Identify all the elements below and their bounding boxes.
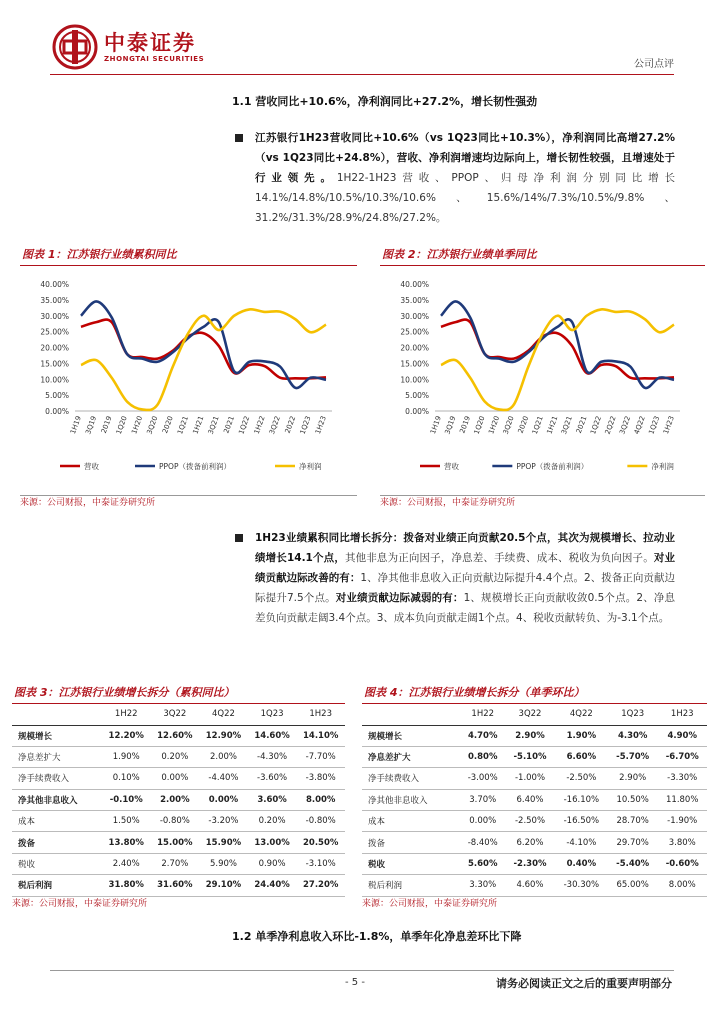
x-tick-label: 1H23 (661, 414, 676, 436)
x-tick-label: 1Q22 (237, 414, 252, 436)
table-row (12, 746, 345, 767)
table-cell: 28.70% (608, 811, 658, 832)
table-cell: 1.90% (102, 746, 151, 767)
bullet-paragraph-1 (255, 128, 675, 228)
bullet-2-part5: 对业绩贡献边际减弱的有： (335, 592, 464, 604)
table-cell: 29.70% (608, 832, 658, 853)
table-cell: -0.60% (657, 853, 707, 874)
table-cell: -30.30% (555, 875, 608, 896)
table-row (12, 875, 345, 896)
table-cell: -2.30% (505, 853, 555, 874)
table-cell: -3.00% (460, 768, 505, 789)
table-cell: 0.80% (460, 746, 505, 767)
row-label: 税收 (12, 853, 102, 874)
x-tick-label: 4Q22 (632, 414, 647, 436)
table-row (362, 875, 707, 896)
table-cell: 2.00% (199, 746, 248, 767)
page-header (0, 0, 724, 90)
bullet-2-part6: 1、规模增长正向贡献收敛0.5个点。2、净息差负向贡献走阔3.4个点。3、成本负向贡献走阔1个点。4、税收贡献转负、为-3.1个点。 (255, 592, 676, 624)
y-tick-label: 30.00% (400, 311, 429, 321)
y-tick-label: 35.00% (400, 295, 429, 305)
table-cell: -16.50% (555, 811, 608, 832)
table-cell: -0.80% (296, 811, 345, 832)
figure-2-source: 来源：公司财报，中泰证券研究所 (380, 498, 516, 508)
table-cell: 24.40% (248, 875, 297, 896)
table-cell: 15.90% (199, 832, 248, 853)
table-cell: 27.20% (296, 875, 345, 896)
y-tick-label: 15.00% (40, 359, 69, 369)
table-cell: 2.00% (151, 789, 200, 810)
table-row (362, 811, 707, 832)
x-tick-label: 2019 (99, 414, 114, 435)
table-header-cell: 1H22 (102, 704, 151, 725)
table-header-cell: 1H22 (460, 704, 505, 725)
x-tick-label: 1H21 (545, 414, 560, 436)
x-tick-label: 1H22 (252, 414, 267, 436)
figure-4 (362, 683, 707, 911)
row-label: 净其他非息收入 (12, 789, 102, 810)
x-tick-label: 3Q20 (145, 414, 160, 436)
disclaimer-text: 请务必阅读正文之后的重要声明部分 (496, 977, 672, 990)
x-tick-label: 1H20 (130, 414, 145, 436)
legend-label: 净利润 (299, 462, 322, 471)
y-tick-label: 0.00% (45, 407, 69, 416)
bullet-1-rest: 1H22-1H23营收、PPOP、归母净利润分别同比增长14.1%/14.8%/10.5%/10.3%/10.6%、15.6%/14%/7.3%/10.5%/9.8%、31.2%/31.3%/28.9%/24.8%/27.2%。 (255, 172, 676, 224)
table-cell: 11.80% (657, 789, 707, 810)
table-cell: 10.50% (608, 789, 658, 810)
table-cell: -5.70% (608, 746, 658, 767)
figure-3-title: 图表 3：江苏银行业绩增长拆分（累积同比） (14, 686, 235, 699)
table-cell: -3.60% (248, 768, 297, 789)
table-cell: 3.70% (460, 789, 505, 810)
table-row (362, 768, 707, 789)
table-cell: 12.20% (102, 725, 151, 746)
row-label: 税后利润 (12, 875, 102, 896)
table-row (12, 768, 345, 789)
x-tick-label: 3Q22 (267, 414, 282, 436)
row-label: 净其他非息收入 (362, 789, 460, 810)
table-cell: -0.10% (102, 789, 151, 810)
table-row (12, 725, 345, 746)
y-tick-label: 40.00% (40, 280, 69, 289)
bullet-1-bold: 江苏银行1H23营收同比+10.6%（vs 1Q23同比+10.3%），净利润同比高增27.2%（vs 1Q23同比+24.8%），营收、净利润增速均边际向上，增长韧性较强，且增速处于行业领先。 (255, 132, 675, 184)
table-cell: -3.80% (296, 768, 345, 789)
table-cell: -16.10% (555, 789, 608, 810)
zhongtai-logo-icon (52, 24, 98, 70)
table-cell: 5.90% (199, 853, 248, 874)
x-tick-label: 1H19 (428, 414, 443, 436)
row-label: 净息差扩大 (362, 746, 460, 767)
row-label: 净息差扩大 (12, 746, 102, 767)
company-logo (52, 24, 204, 70)
y-tick-label: 25.00% (400, 327, 429, 337)
table-header-cell: 1Q23 (248, 704, 297, 725)
table-cell: 65.00% (608, 875, 658, 896)
table-cell: -5.40% (608, 853, 658, 874)
section-title-1-2: 1.2 单季净利息收入环比-1.8%，单季年化净息差环比下降 (232, 930, 522, 943)
table-cell: 0.00% (151, 768, 200, 789)
series-line (81, 309, 326, 410)
y-tick-label: 30.00% (40, 311, 69, 321)
legend-label: 营收 (84, 462, 99, 471)
x-tick-label: 2021 (574, 414, 589, 435)
company-name-cn: 中泰证券 (104, 31, 196, 55)
table-cell: 13.00% (248, 832, 297, 853)
figure-4-source: 来源：公司财报，中泰证券研究所 (362, 898, 498, 909)
table-cell: 31.60% (151, 875, 200, 896)
row-label: 拨备 (362, 832, 460, 853)
x-tick-label: 1Q21 (530, 414, 545, 436)
row-label: 拨备 (12, 832, 102, 853)
table-cell: 2.90% (608, 768, 658, 789)
x-tick-label: 2020 (516, 414, 531, 435)
y-tick-label: 35.00% (40, 295, 69, 305)
x-tick-label: 2020 (161, 414, 175, 435)
x-tick-label: 3Q21 (559, 414, 574, 436)
x-tick-label: 1Q22 (589, 414, 604, 436)
x-tick-label: 2022 (283, 414, 298, 435)
table-cell: 2.70% (151, 853, 200, 874)
table-header-cell: 1Q23 (608, 704, 658, 725)
x-tick-label: 3Q20 (501, 414, 516, 436)
table-header-cell: 3Q22 (151, 704, 200, 725)
x-tick-label: 3Q22 (618, 414, 633, 436)
x-tick-label: 1H23 (313, 414, 328, 436)
x-tick-label: 3Q19 (443, 414, 458, 436)
figure-4-table (362, 704, 707, 897)
x-tick-label: 1Q21 (176, 414, 191, 436)
table-cell: 0.20% (151, 746, 200, 767)
table-cell: 3.80% (657, 832, 707, 853)
figure-3 (12, 683, 345, 911)
series-line (441, 309, 674, 410)
table-cell: 6.60% (555, 746, 608, 767)
bullet-2-part4: 1、净其他非息收入正向贡献边际提升4.4个点。2、拨备正向贡献边际提升7.5个点。 (255, 572, 676, 604)
table-cell: 12.90% (199, 725, 248, 746)
table-cell: -4.40% (199, 768, 248, 789)
table-cell: 4.70% (460, 725, 505, 746)
table-cell: 8.00% (296, 789, 345, 810)
legend-label: 营收 (444, 462, 459, 471)
y-tick-label: 20.00% (40, 343, 69, 353)
table-row (362, 789, 707, 810)
table-cell: -4.30% (248, 746, 297, 767)
table-row (362, 746, 707, 767)
table-cell: 5.60% (460, 853, 505, 874)
table-cell: -6.70% (657, 746, 707, 767)
y-tick-label: 25.00% (40, 327, 69, 337)
legend-label: PPOP（拨备前利润） (159, 462, 231, 471)
table-cell: 15.00% (151, 832, 200, 853)
table-header-cell (362, 704, 460, 725)
x-tick-label: 2021 (222, 414, 237, 435)
y-tick-label: 15.00% (400, 359, 429, 369)
table-cell: 6.40% (505, 789, 555, 810)
row-label: 净手续费收入 (362, 768, 460, 789)
table-cell: 12.60% (151, 725, 200, 746)
x-tick-label: 1Q20 (114, 414, 129, 436)
bullet-2-part3: 对业绩贡献边际改善的有： (255, 552, 676, 584)
table-header-cell (12, 704, 102, 725)
table-header-cell: 1H23 (657, 704, 707, 725)
table-row (12, 811, 345, 832)
table-cell: 4.30% (608, 725, 658, 746)
row-label: 规模增长 (12, 725, 102, 746)
table-cell: 2.90% (505, 725, 555, 746)
y-tick-label: 40.00% (400, 280, 429, 289)
table-header-cell: 4Q22 (555, 704, 608, 725)
bullet-square-icon (235, 534, 243, 542)
table-cell: 4.60% (505, 875, 555, 896)
table-header-cell: 4Q22 (199, 704, 248, 725)
row-label: 税后利润 (362, 875, 460, 896)
x-tick-label: 3Q19 (84, 414, 99, 436)
row-label: 成本 (12, 811, 102, 832)
bullet-paragraph-2 (255, 528, 675, 628)
company-name-en: ZHONGTAI SECURITIES (104, 55, 205, 63)
table-cell: 1.50% (102, 811, 151, 832)
legend-label: PPOP（拨备前利润） (516, 462, 589, 471)
table-cell: 20.50% (296, 832, 345, 853)
footer-divider (50, 970, 674, 971)
table-cell: 0.90% (248, 853, 297, 874)
row-label: 净手续费收入 (12, 768, 102, 789)
figure-2 (380, 245, 705, 510)
y-tick-label: 5.00% (45, 391, 69, 401)
legend-label: 净利润 (651, 462, 674, 471)
table-cell: 0.00% (199, 789, 248, 810)
y-tick-label: 5.00% (405, 391, 429, 401)
header-divider (50, 74, 674, 75)
x-tick-label: 2019 (458, 414, 473, 435)
y-tick-label: 10.00% (400, 375, 429, 385)
table-cell: -3.20% (199, 811, 248, 832)
table-cell: 14.60% (248, 725, 297, 746)
table-cell: 0.20% (248, 811, 297, 832)
y-tick-label: 20.00% (400, 343, 429, 353)
x-tick-label: 1H21 (191, 414, 206, 436)
table-cell: 6.20% (505, 832, 555, 853)
table-header-cell: 1H23 (296, 704, 345, 725)
x-tick-label: 1H20 (487, 414, 502, 436)
x-tick-label: 3Q21 (206, 414, 221, 436)
table-cell: 3.60% (248, 789, 297, 810)
row-label: 税收 (362, 853, 460, 874)
figure-2-chart (380, 266, 705, 491)
table-cell: 29.10% (199, 875, 248, 896)
table-cell: -2.50% (555, 768, 608, 789)
table-cell: -3.30% (657, 768, 707, 789)
figure-3-table (12, 704, 345, 897)
table-cell: -5.10% (505, 746, 555, 767)
section-title-1-1: 1.1 营收同比+10.6%，净利润同比+27.2%，增长韧性强劲 (232, 95, 538, 108)
bullet-2-part2: 其他非息为正向因子，净息差、手续费、成本、税收为负向因子。 (344, 552, 654, 564)
x-tick-label: 1H19 (68, 414, 83, 436)
table-cell: -3.10% (296, 853, 345, 874)
figure-4-title: 图表 4：江苏银行业绩增长拆分（单季环比） (364, 686, 585, 699)
y-tick-label: 10.00% (40, 375, 69, 385)
table-row (362, 853, 707, 874)
y-tick-label: 0.00% (405, 407, 429, 416)
table-header-cell: 3Q22 (505, 704, 555, 725)
figure-1-chart (20, 266, 357, 491)
bullet-square-icon (235, 134, 243, 142)
row-label: 成本 (362, 811, 460, 832)
table-cell: 0.40% (555, 853, 608, 874)
table-cell: -1.00% (505, 768, 555, 789)
table-cell: 2.40% (102, 853, 151, 874)
table-cell: 31.80% (102, 875, 151, 896)
table-row (12, 789, 345, 810)
table-row (12, 853, 345, 874)
x-tick-label: 1Q20 (472, 414, 487, 436)
table-row (362, 725, 707, 746)
table-cell: 0.10% (102, 768, 151, 789)
table-cell: -4.10% (555, 832, 608, 853)
table-cell: -2.50% (505, 811, 555, 832)
bullet-2-part1: 1H23业绩累积同比增长拆分：拨备对业绩正向贡献20.5个点，其次为规模增长、拉动业绩增长14.1个点， (255, 532, 675, 564)
table-cell: 1.90% (555, 725, 608, 746)
table-cell: 3.30% (460, 875, 505, 896)
table-cell: -0.80% (151, 811, 200, 832)
row-label: 规模增长 (362, 725, 460, 746)
table-cell: 8.00% (657, 875, 707, 896)
table-cell: 4.90% (657, 725, 707, 746)
table-cell: -7.70% (296, 746, 345, 767)
figure-2-title: 图表 2：江苏银行业绩单季同比 (382, 248, 537, 261)
table-cell: 14.10% (296, 725, 345, 746)
figure-3-source: 来源：公司财报，中泰证券研究所 (12, 898, 148, 909)
table-row (12, 832, 345, 853)
doc-type-label: 公司点评 (634, 59, 674, 70)
figure-1-title: 图表 1：江苏银行业绩累积同比 (22, 248, 177, 261)
x-tick-label: 2Q22 (603, 414, 618, 436)
table-row (362, 832, 707, 853)
table-cell: 13.80% (102, 832, 151, 853)
page-number: - 5 - (345, 977, 365, 988)
table-cell: -1.90% (657, 811, 707, 832)
table-cell: -8.40% (460, 832, 505, 853)
figure-1 (20, 245, 357, 510)
x-tick-label: 1Q23 (298, 414, 313, 436)
table-cell: 0.00% (460, 811, 505, 832)
x-tick-label: 1Q23 (647, 414, 662, 436)
figure-1-source: 来源：公司财报，中泰证券研究所 (20, 498, 156, 508)
